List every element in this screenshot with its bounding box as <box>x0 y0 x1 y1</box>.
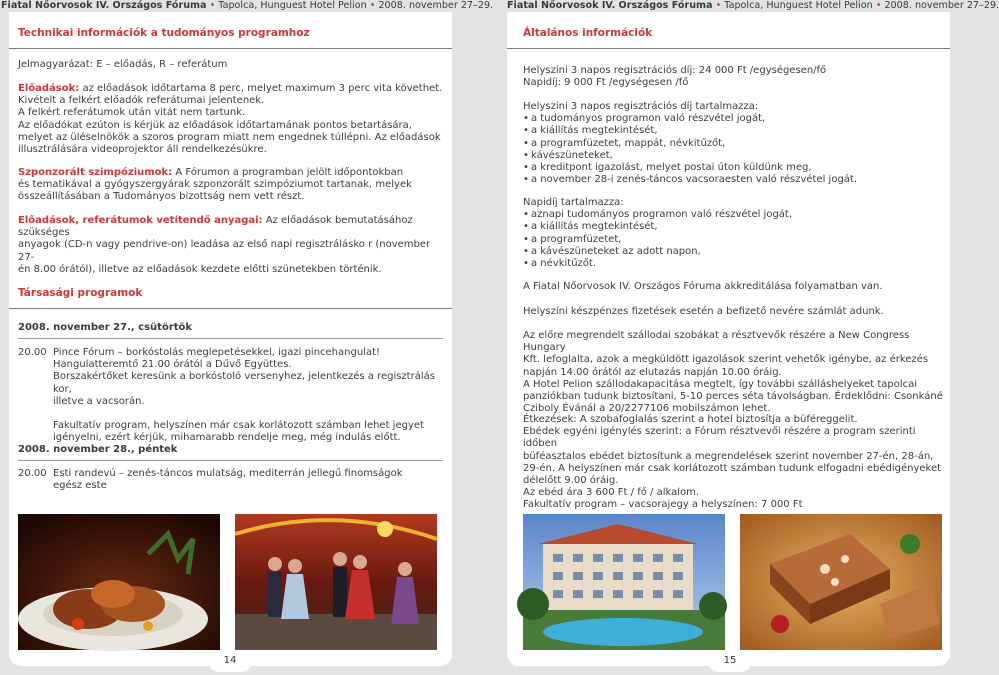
hotel-pool-photo <box>523 514 725 650</box>
list-item: • a névkitűzőt. <box>523 258 945 270</box>
dayfee-includes <box>523 197 945 270</box>
materials-paragraph: Előadások, referátumok vetítendő anyagai: Az előadások bemutatásához szükséges anyagok (CD-n vagy pendrive-on) leadása az első napi regisztrálásko r (november 27- én 8.00 órától), illetve az előadások kezdete előtti szünetekben történik. <box>18 215 431 275</box>
food-dish-photo <box>18 514 220 650</box>
list-item: • kávészüneteket, <box>523 150 945 162</box>
day-heading-thursday: 2008. november 27., csütörtök <box>18 322 193 333</box>
right-page <box>507 12 950 666</box>
list-item: • a programfüzetet, mappát, névkitűzőt, <box>523 138 945 150</box>
list-item: • a kiállítás megtekintését, <box>523 125 945 137</box>
list-item: • a programfüzetet, <box>523 234 945 246</box>
header-date: 2008. november 27–29. <box>378 0 494 11</box>
section-rule <box>9 308 452 309</box>
running-header-right: Fiatal Nőorvosok IV. Országos Fóruma • Tapolca, Hunguest Hotel Pelion • 2008. november 27–29. <box>507 0 999 11</box>
list-item: • a kiállítás megtekintését, <box>523 221 945 233</box>
registration-includes <box>523 101 945 186</box>
page-number: 15 <box>708 650 752 672</box>
legend-text: Jelmagyarázat: E – előadás, R – referátum <box>18 59 228 70</box>
hotel-paragraph: Az előre megrendelt szállodai szobákat a résztvevők részére a New Congress Hungary Kft. lefoglalta, azok a megküldött igazolások szerint vehetők igénybe, az érkezés napján 14.00 órától az elutazás napján 10.00 óráig. A Hotel Pelion szállodakapacitása megtelt, így további szálláshelyeket tapolcai panziókban tudunk biztosítani, 5-10 perces séta távolságban. Érdeklődni: Csonkáné Cziboly Évánál a 20/2277106 mobilszámon lehet. <box>523 330 943 415</box>
lecture-label: Előadások: <box>18 83 80 94</box>
section-title-technical: Technikai információk a tudományos programhoz <box>18 27 310 39</box>
materials-label: Előadások, referátumok vetítendő anyagai: <box>18 215 263 226</box>
list-item: • aznapi tudományos programon való részvétel jogát, <box>523 209 945 221</box>
fees-block: Helyszíni 3 napos regisztrációs díj: 24 000 Ft /egységesen/fő Napidíj: 9 000 Ft /egységesen /fő <box>523 65 827 89</box>
day-rule <box>18 338 443 339</box>
dayfee-list <box>523 209 945 270</box>
day-heading-friday: 2008. november 28., péntek <box>18 444 178 455</box>
running-header-left: Fiatal Nőorvosok IV. Országos Fóruma • Tapolca, Hunguest Hotel Pelion • 2008. november 27–29. <box>1 0 494 11</box>
header-title: Fiatal Nőorvosok IV. Országos Fóruma <box>1 0 207 11</box>
pate-dish-photo <box>740 514 942 650</box>
event-time-thursday: 20.00 <box>18 347 47 358</box>
header-title: Fiatal Nőorvosok IV. Országos Fóruma <box>507 0 713 11</box>
header-venue: Tapolca, Hunguest Hotel Pelion <box>218 0 367 11</box>
accreditation-text: A Fiatal Nőorvosok IV. Országos Fóruma akkreditálása folyamatban van. <box>523 281 883 292</box>
payment-text: Helyszíni készpénzes fizetések esetén a befizető nevére számlát adunk. <box>523 306 884 317</box>
couples-dancing-icon <box>235 514 437 650</box>
section-title-general: Általános információk <box>523 27 653 39</box>
lecture-paragraph: Előadások: az előadások időtartama 8 perc, melyet maximum 3 perc vita követhet. Kivételt a felkért előadók referátumai jelentenek. A felkért referátumok után vitát nem tartunk. Az előadókat ezúton is kérjük az előadások időtartamának pontos betartására, melyet az üléselnökök a szoros program miatt nem engednek túllépni. Az előadások illusztrálására videoprojektor áll rendelkezésükre. <box>18 83 443 156</box>
section-title-social: Társasági programok <box>18 287 143 299</box>
registration-intro: Helyszíni 3 napos regisztrációs díj tartalmazza: <box>523 101 759 112</box>
list-item: • a kávészüneteket az adott napon, <box>523 246 945 258</box>
list-item: • a kreditpont igazolást, melyet postai úton küldünk meg, <box>523 162 945 174</box>
dancing-party-photo <box>235 514 437 650</box>
header-date: 2008. november 27–29. <box>884 0 999 11</box>
list-item: • a tudományos programon való részvétel jogát, <box>523 113 945 125</box>
event-friday: Esti randevú – zenés-táncos mulatság, mediterrán jellegű finomságok egész este <box>53 468 403 492</box>
header-venue: Tapolca, Hunguest Hotel Pelion <box>724 0 873 11</box>
dayfee-intro: Napidíj tartalmazza: <box>523 197 624 208</box>
event-thursday: Pince Fórum – borkóstolás meglepetésekkel, igazi pincehangulat! Hangulatteremtő 21.00 órától a Dűvő Együttes. Borszakértőket keresünk a borkóstoló versenyhez, jelentkezés a regisztrálás kor, illetve a vacsorán. Fakultatív program, helyszínen már csak korlátozott számban lehet jegyet igényelni, ezért kérjük, mihamarabb rendelje meg, még indulás előtt. <box>53 347 435 444</box>
registration-list <box>523 113 945 186</box>
section-rule <box>9 48 452 49</box>
left-page <box>9 12 452 666</box>
hotel-building-pool-icon <box>523 514 725 650</box>
symposium-label: Szponzorált szimpóziumok: <box>18 167 173 178</box>
list-item: • a november 28-i zenés-táncos vacsoraesten való részvétel jogát. <box>523 174 945 186</box>
section-rule <box>507 48 950 49</box>
plated-meat-dish-icon <box>18 514 220 650</box>
day-rule <box>18 460 443 461</box>
event-time-friday: 20.00 <box>18 468 47 479</box>
meals-paragraph: Étkezések: A szobafoglalás szerint a hotel biztosítja a büféreggelit. Ebédek egyéni igénylés szerint: a Fórum résztvevői részére a program szerinti időben büféasztalos ebédet biztosítunk a megrendelések szerint november 27-én, 28-án, 29-én. A helyszínen már csak korlátozott számban tudunk elfogadni ebédigényeket délelőtt 9.00 óráig. Az ebéd ára 3 600 Ft / fő / alkalom. Fakultatív program – vacsorajegy a helyszínen: 7 000 Ft <box>523 414 942 511</box>
symposium-paragraph: Szponzorált szimpóziumok: A Fórumon a programban jelölt időpontokban és tematikával a gyógyszergyárak szponzorált szimpóziumot tartanak, melyek összeállításában a Tudományos bizottság nem vett részt. <box>18 167 412 203</box>
page-number: 14 <box>208 650 252 672</box>
pate-slices-icon <box>740 514 942 650</box>
